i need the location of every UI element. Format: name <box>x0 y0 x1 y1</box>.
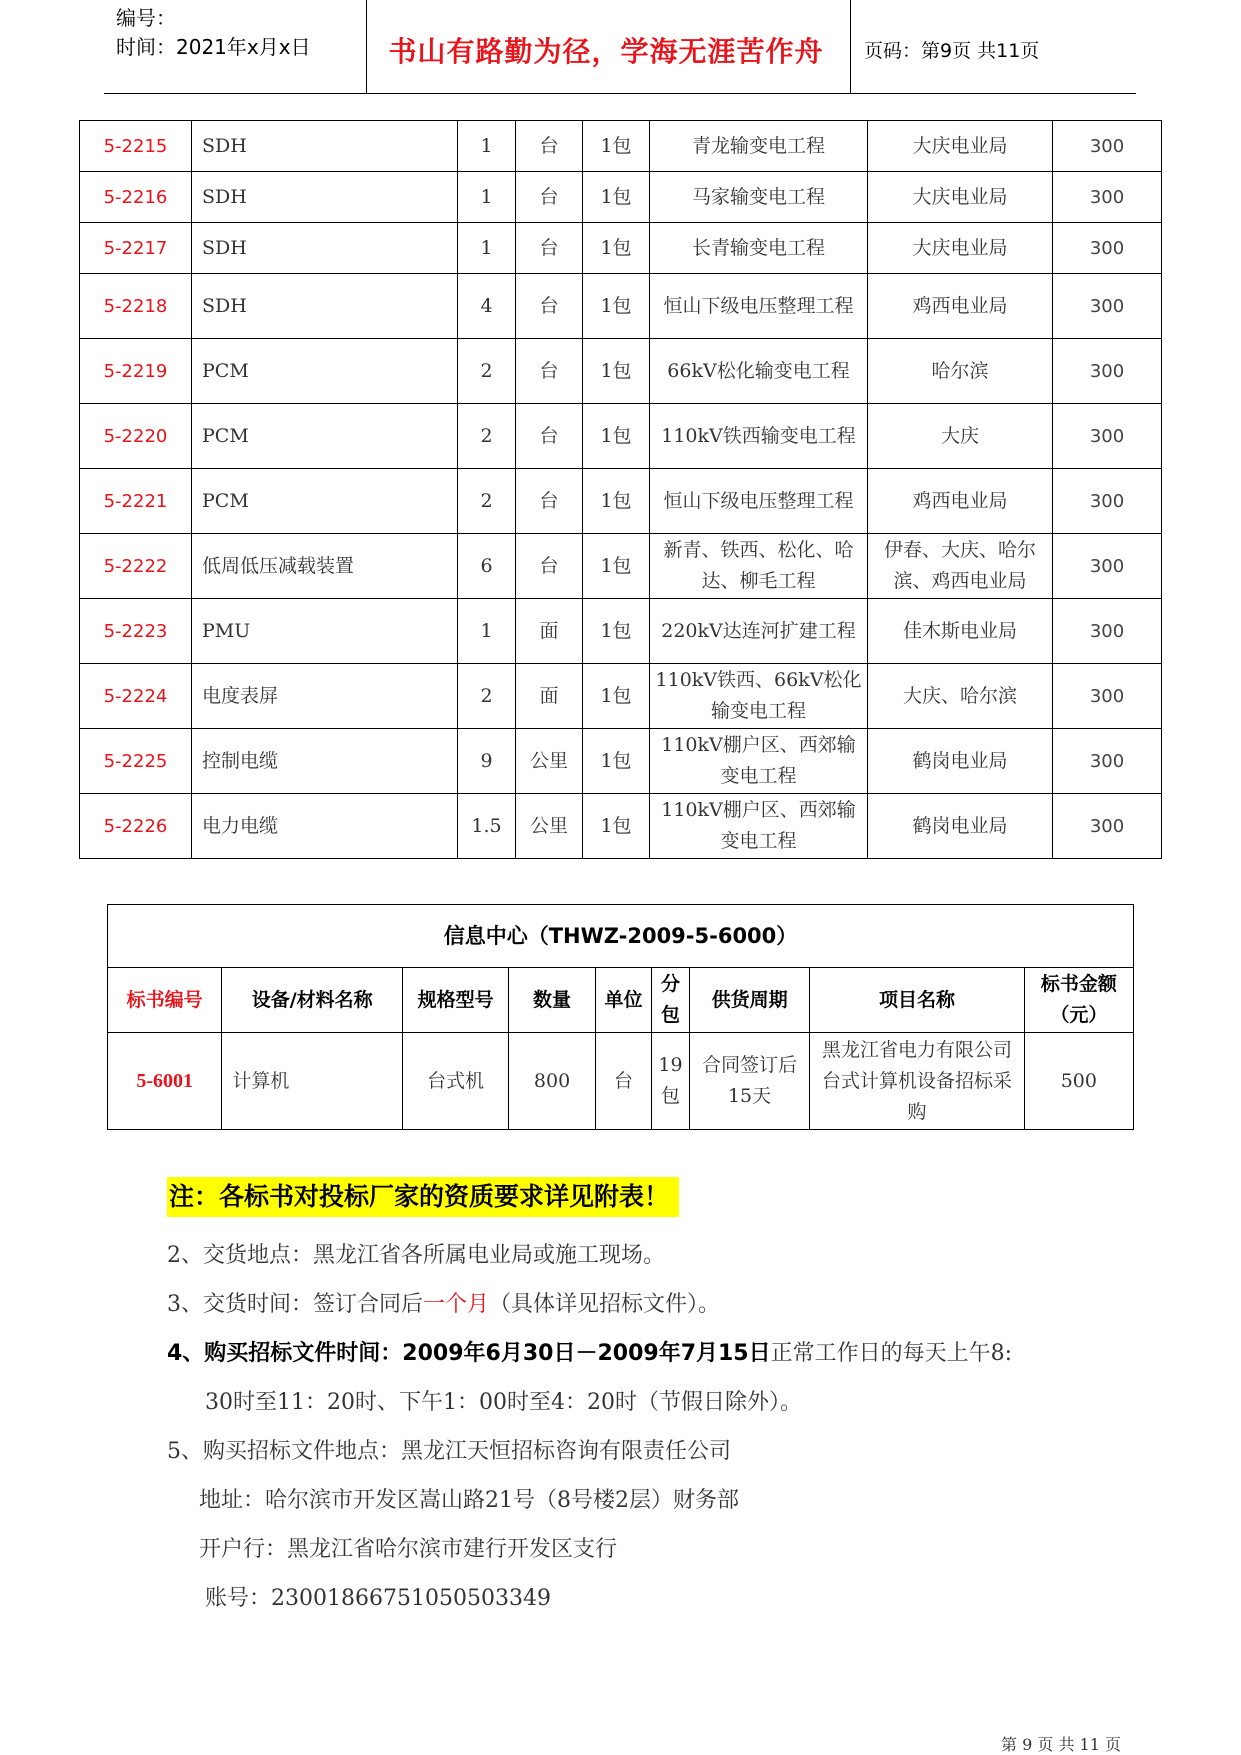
table-row <box>80 274 1162 339</box>
cell-package: 1包 <box>583 339 650 404</box>
cell-bid-code: 5-2218 <box>80 274 192 339</box>
table-row <box>80 534 1162 599</box>
cell-owner: 鹤岗电业局 <box>868 794 1053 859</box>
delivery-time-text: （具体详见招标文件）。 <box>489 1292 721 1317</box>
cell-owner: 大庆电业局 <box>868 121 1053 172</box>
table-row <box>80 729 1162 794</box>
cell-package: 1包 <box>583 223 650 274</box>
cell-project-name: 恒山下级电压整理工程 <box>650 274 868 339</box>
table-row <box>80 223 1162 274</box>
table-row <box>80 339 1162 404</box>
cell-equipment-name: SDH <box>192 121 458 172</box>
cell-bid-code: 5-2226 <box>80 794 192 859</box>
cell-project-name: 马家输变电工程 <box>650 172 868 223</box>
cell-owner: 鹤岗电业局 <box>868 729 1053 794</box>
cell-unit: 台 <box>516 339 583 404</box>
cell-quantity: 1.5 <box>458 794 516 859</box>
header-unit: 单位 <box>595 968 651 1033</box>
cell-package: 1包 <box>583 729 650 794</box>
table-row <box>80 404 1162 469</box>
header-divider <box>850 0 851 93</box>
cell-amount: 300 <box>1053 121 1162 172</box>
cell-quantity: 6 <box>458 534 516 599</box>
table-row <box>80 121 1162 172</box>
cell-bid-code: 5-2216 <box>80 172 192 223</box>
bank: 开户行：黑龙江省哈尔滨市建行开发区支行 <box>199 1537 618 1562</box>
cell-quantity: 2 <box>458 664 516 729</box>
purchase-time-text: 正常工作日的每天上午8: <box>770 1341 1013 1366</box>
cell-amount: 300 <box>1053 599 1162 664</box>
cell-owner: 大庆电业局 <box>868 172 1053 223</box>
cell-quantity: 1 <box>458 121 516 172</box>
cell-project-name: 新青、铁西、松化、哈达、柳毛工程 <box>650 534 868 599</box>
cell-bid-code: 5-2221 <box>80 469 192 534</box>
header-page-number: 页码：第9页 共11页 <box>864 40 1040 62</box>
cell-amount: 500 <box>1024 1033 1133 1130</box>
cell-unit: 台 <box>516 121 583 172</box>
cell-package: 1包 <box>583 664 650 729</box>
delivery-time <box>167 1287 720 1318</box>
cell-equipment-name: SDH <box>192 172 458 223</box>
cell-owner: 鸡西电业局 <box>868 274 1053 339</box>
table-row <box>80 599 1162 664</box>
header-supply-period: 供货周期 <box>689 968 809 1033</box>
cell-package: 1包 <box>583 121 650 172</box>
cell-package: 1包 <box>583 172 650 223</box>
cell-bid-code: 5-2219 <box>80 339 192 404</box>
cell-owner: 佳木斯电业局 <box>868 599 1053 664</box>
delivery-time-text: 3、交货时间：签订合同后 <box>167 1292 423 1317</box>
cell-unit: 台 <box>516 469 583 534</box>
header-spec: 规格型号 <box>403 968 509 1033</box>
cell-unit: 台 <box>516 223 583 274</box>
cell-unit: 面 <box>516 599 583 664</box>
delivery-time-highlight: 一个月 <box>423 1292 490 1317</box>
cell-equipment-name: 电度表屏 <box>192 664 458 729</box>
cell-equipment-name: PCM <box>192 469 458 534</box>
account-number: 账号：23001866751050503349 <box>205 1586 551 1611</box>
cell-bid-code: 5-6001 <box>108 1033 222 1130</box>
address: 地址：哈尔滨市开发区嵩山路21号（8号楼2层）财务部 <box>199 1488 739 1513</box>
cell-owner: 大庆、哈尔滨 <box>868 664 1053 729</box>
header-project-name: 项目名称 <box>810 968 1024 1033</box>
cell-quantity: 2 <box>458 339 516 404</box>
cell-project-name: 66kV松化输变电工程 <box>650 339 868 404</box>
cell-bid-code: 5-2220 <box>80 404 192 469</box>
cell-bid-code: 5-2217 <box>80 223 192 274</box>
cell-amount: 300 <box>1053 794 1162 859</box>
purchase-time-hours: 30时至11：20时、下午1：00时至4：20时（节假日除外）。 <box>205 1390 802 1415</box>
page-footer: 第 9 页 共 11 页 <box>1001 1735 1121 1754</box>
header-bid-code: 标书编号 <box>108 968 222 1033</box>
cell-amount: 300 <box>1053 534 1162 599</box>
cell-project-name: 青龙输变电工程 <box>650 121 868 172</box>
cell-unit: 公里 <box>516 794 583 859</box>
cell-quantity: 2 <box>458 404 516 469</box>
table-row <box>108 1033 1134 1130</box>
cell-amount: 300 <box>1053 223 1162 274</box>
delivery-location: 2、交货地点：黑龙江省各所属电业局或施工现场。 <box>167 1243 665 1268</box>
header-equipment-name: 设备/材料名称 <box>222 968 403 1033</box>
cell-unit: 台 <box>516 274 583 339</box>
cell-unit: 面 <box>516 664 583 729</box>
page-header <box>104 0 1136 94</box>
cell-amount: 300 <box>1053 404 1162 469</box>
table-header-row <box>108 968 1134 1033</box>
cell-project-name: 110kV棚户区、西郊输变电工程 <box>650 794 868 859</box>
cell-equipment-name: SDH <box>192 223 458 274</box>
cell-amount: 300 <box>1053 172 1162 223</box>
cell-unit: 台 <box>516 172 583 223</box>
table-row <box>80 794 1162 859</box>
purchase-location: 5、购买招标文件地点：黑龙江天恒招标咨询有限责任公司 <box>167 1439 731 1464</box>
cell-amount: 300 <box>1053 274 1162 339</box>
cell-bid-code: 5-2223 <box>80 599 192 664</box>
cell-equipment-name: PMU <box>192 599 458 664</box>
cell-quantity: 4 <box>458 274 516 339</box>
table-row <box>80 469 1162 534</box>
cell-bid-code: 5-2225 <box>80 729 192 794</box>
cell-equipment-name: SDH <box>192 274 458 339</box>
cell-supply-period: 合同签订后15天 <box>689 1033 809 1130</box>
cell-equipment-name: PCM <box>192 339 458 404</box>
cell-package: 1包 <box>583 599 650 664</box>
cell-bid-code: 5-2224 <box>80 664 192 729</box>
table-row <box>80 172 1162 223</box>
cell-package: 1包 <box>583 274 650 339</box>
cell-owner: 伊春、大庆、哈尔滨、鸡西电业局 <box>868 534 1053 599</box>
cell-quantity: 1 <box>458 223 516 274</box>
cell-owner: 大庆电业局 <box>868 223 1053 274</box>
cell-equipment-name: PCM <box>192 404 458 469</box>
header-quantity: 数量 <box>509 968 596 1033</box>
purchase-time <box>167 1336 1012 1367</box>
cell-package: 19包 <box>652 1033 690 1130</box>
cell-quantity: 2 <box>458 469 516 534</box>
cell-amount: 300 <box>1053 339 1162 404</box>
cell-project-name: 110kV铁西输变电工程 <box>650 404 868 469</box>
cell-amount: 300 <box>1053 729 1162 794</box>
cell-project-name: 220kV达连河扩建工程 <box>650 599 868 664</box>
cell-unit: 台 <box>516 534 583 599</box>
bid-table <box>79 120 1162 859</box>
cell-amount: 300 <box>1053 664 1162 729</box>
cell-owner: 哈尔滨 <box>868 339 1053 404</box>
cell-project-name: 恒山下级电压整理工程 <box>650 469 868 534</box>
cell-owner: 鸡西电业局 <box>868 469 1053 534</box>
cell-package: 1包 <box>583 404 650 469</box>
cell-project-name: 110kV棚户区、西郊输变电工程 <box>650 729 868 794</box>
cell-package: 1包 <box>583 534 650 599</box>
cell-spec: 台式机 <box>403 1033 509 1130</box>
table-row <box>80 664 1162 729</box>
cell-package: 1包 <box>583 794 650 859</box>
cell-bid-code: 5-2215 <box>80 121 192 172</box>
purchase-time-bold: 4、购买招标文件时间：2009年6月30日－2009年7月15日 <box>167 1341 771 1366</box>
header-package: 分包 <box>652 968 690 1033</box>
cell-package: 1包 <box>583 469 650 534</box>
header-amount: 标书金额（元） <box>1024 968 1133 1033</box>
header-motto: 书山有路勤为径，学海无涯苦作舟 <box>388 35 824 68</box>
cell-quantity: 1 <box>458 172 516 223</box>
cell-project-name: 黑龙江省电力有限公司台式计算机设备招标采购 <box>810 1033 1024 1130</box>
cell-equipment-name: 电力电缆 <box>192 794 458 859</box>
qualification-note: 注：各标书对投标厂家的资质要求详见附表！ <box>167 1177 679 1217</box>
cell-quantity: 800 <box>509 1033 596 1130</box>
cell-unit: 台 <box>595 1033 651 1130</box>
info-table-title: 信息中心（THWZ-2009-5-6000） <box>108 905 1134 968</box>
cell-bid-code: 5-2222 <box>80 534 192 599</box>
header-number: 编号： <box>116 6 176 30</box>
cell-unit: 台 <box>516 404 583 469</box>
cell-equipment-name: 低周低压减载装置 <box>192 534 458 599</box>
cell-unit: 公里 <box>516 729 583 794</box>
header-meta <box>116 4 311 62</box>
info-center-table <box>107 904 1134 1130</box>
cell-project-name: 长青输变电工程 <box>650 223 868 274</box>
header-time: 时间：2021年x月x日 <box>116 35 311 59</box>
cell-owner: 大庆 <box>868 404 1053 469</box>
cell-quantity: 1 <box>458 599 516 664</box>
cell-quantity: 9 <box>458 729 516 794</box>
cell-project-name: 110kV铁西、66kV松化输变电工程 <box>650 664 868 729</box>
cell-equipment-name: 计算机 <box>222 1033 403 1130</box>
cell-equipment-name: 控制电缆 <box>192 729 458 794</box>
cell-amount: 300 <box>1053 469 1162 534</box>
